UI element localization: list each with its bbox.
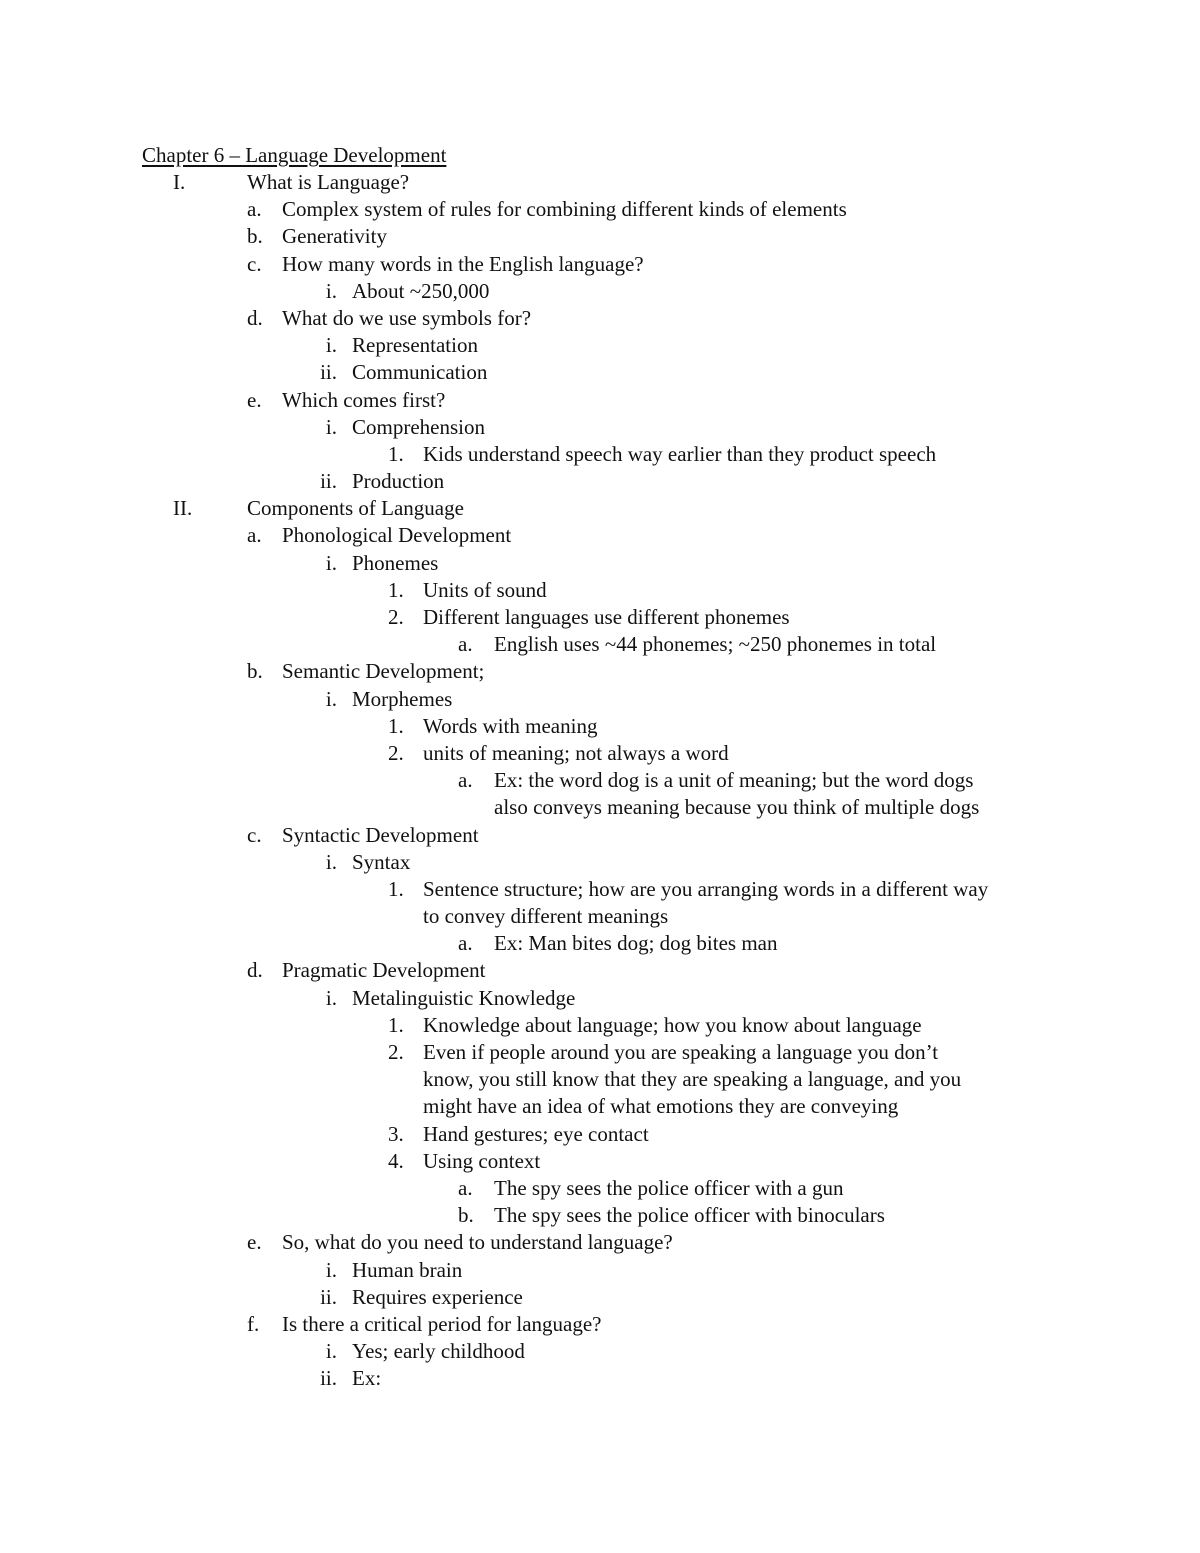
outline-text: Yes; early childhood: [352, 1339, 525, 1364]
outline-item-level-3: [0, 1284, 1200, 1311]
outline-item-level-4: [0, 876, 1200, 903]
outline-text: Ex:: [352, 1366, 382, 1391]
outline-text: Metalinguistic Knowledge: [352, 985, 576, 1010]
outline-marker: a.: [458, 632, 473, 657]
outline-text: How many words in the English language?: [282, 251, 644, 276]
outline-text: Communication: [352, 360, 488, 385]
outline-marker: i.: [325, 849, 337, 874]
outline-item-level-2: [0, 223, 1200, 250]
outline-item-level-3: [0, 1257, 1200, 1284]
outline-text: Pragmatic Development: [282, 958, 486, 983]
outline-list: [0, 169, 1200, 1392]
outline-text: The spy sees the police officer with a gun: [494, 1175, 844, 1200]
outline-item-level-4: [0, 740, 1200, 767]
outline-text: Comprehension: [352, 414, 485, 439]
outline-marker: ii.: [320, 1366, 337, 1391]
outline-item-level-5: [0, 1202, 1200, 1229]
outline-text: Knowledge about language; how you know about language: [423, 1012, 922, 1037]
outline-item-level-4: [0, 1093, 1200, 1120]
outline-text: Generativity: [282, 224, 387, 249]
outline-marker: i.: [325, 686, 337, 711]
outline-marker: 1.: [388, 441, 404, 466]
outline-item-level-2: [0, 305, 1200, 332]
outline-item-level-2: [0, 822, 1200, 849]
outline-marker: i.: [325, 278, 337, 303]
outline-item-level-2: [0, 957, 1200, 984]
outline-text: Ex: the word dog is a unit of meaning; but the word dogs: [494, 768, 974, 793]
outline-item-level-4: [0, 903, 1200, 930]
outline-item-level-2: [0, 196, 1200, 223]
outline-text: Ex: Man bites dog; dog bites man: [494, 931, 778, 956]
outline-item-level-4: [0, 577, 1200, 604]
outline-marker: d.: [247, 305, 263, 330]
outline-text: English uses ~44 phonemes; ~250 phonemes in total: [494, 632, 937, 657]
outline-item-level-5: [0, 930, 1200, 957]
outline-marker: ii.: [320, 360, 337, 385]
outline-marker: 2.: [388, 740, 404, 765]
outline-marker: i.: [325, 985, 337, 1010]
outline-item-level-4: [0, 1066, 1200, 1093]
outline-marker: i.: [325, 333, 337, 358]
outline-item-level-4: [0, 1012, 1200, 1039]
outline-item-level-3: [0, 1338, 1200, 1365]
outline-text: Human brain: [352, 1257, 463, 1282]
outline-item-level-2: [0, 658, 1200, 685]
outline-marker: i.: [325, 1339, 337, 1364]
outline-item-level-4: [0, 1121, 1200, 1148]
outline-item-level-2: [0, 522, 1200, 549]
outline-item-level-3: [0, 985, 1200, 1012]
outline-text: Even if people around you are speaking a language you don’t: [423, 1040, 939, 1064]
outline-text: Syntactic Development: [282, 822, 479, 847]
outline-item-level-5: [0, 767, 1200, 794]
outline-item-level-5: [0, 794, 1200, 821]
outline-marker: e.: [247, 1230, 262, 1255]
outline-marker: i.: [325, 1257, 337, 1282]
outline-item-level-3: [0, 278, 1200, 305]
outline-marker: 1.: [388, 876, 404, 901]
outline-marker: b.: [458, 1203, 474, 1228]
outline-text: Complex system of rules for combining different kinds of elements: [282, 197, 847, 222]
outline: [0, 142, 1200, 1392]
outline-item-level-3: [0, 414, 1200, 441]
outline-marker: a.: [247, 523, 262, 548]
outline-text: Syntax: [352, 849, 411, 874]
outline-item-level-2: [0, 387, 1200, 414]
outline-marker: a.: [458, 768, 473, 793]
outline-text: Production: [352, 469, 445, 494]
outline-text: Components of Language: [247, 496, 464, 521]
outline-marker: a.: [458, 1175, 473, 1200]
outline-text: Units of sound: [423, 577, 547, 602]
outline-text: Different languages use different phonemes: [423, 605, 790, 629]
outline-item-level-2: [0, 1311, 1200, 1338]
outline-item-level-3: [0, 550, 1200, 577]
outline-text: also conveys meaning because you think of multiple dogs: [494, 795, 980, 820]
outline-marker: 2.: [388, 605, 404, 629]
outline-text: know, you still know that they are speaking a language, and you: [423, 1067, 962, 1092]
outline-marker: 2.: [388, 1040, 404, 1064]
outline-text: About ~250,000: [352, 278, 490, 303]
outline-item-level-3: [0, 686, 1200, 713]
outline-marker: 3.: [388, 1121, 404, 1146]
outline-text: Sentence structure; how are you arranging words in a different way: [423, 876, 989, 901]
outline-marker: ii.: [320, 469, 337, 494]
outline-text: Morphemes: [352, 686, 453, 711]
outline-marker: 1.: [388, 1012, 404, 1037]
outline-marker: ii.: [320, 1284, 337, 1309]
outline-text: Which comes first?: [282, 387, 446, 412]
outline-text: Kids understand speech way earlier than they product speech: [423, 441, 937, 466]
outline-item-level-5: [0, 631, 1200, 658]
outline-item-level-2: [0, 251, 1200, 278]
outline-item-level-1: [0, 169, 1200, 196]
outline-text: Semantic Development;: [282, 659, 485, 684]
outline-marker: e.: [247, 387, 262, 412]
outline-marker: b.: [247, 224, 263, 249]
outline-marker: a.: [458, 931, 473, 956]
outline-item-level-3: [0, 359, 1200, 386]
outline-text: Phonological Development: [282, 523, 512, 548]
outline-marker: II.: [173, 496, 193, 521]
outline-marker: c.: [247, 822, 262, 847]
outline-text: Phonemes: [352, 550, 439, 575]
outline-text: The spy sees the police officer with binoculars: [494, 1203, 885, 1228]
outline-text: What is Language?: [247, 170, 410, 194]
document-title: Chapter 6 – Language Development: [142, 143, 447, 167]
outline-item-level-3: [0, 468, 1200, 495]
outline-item-level-4: [0, 713, 1200, 740]
outline-text: Hand gestures; eye contact: [423, 1121, 649, 1146]
outline-text: Words with meaning: [423, 713, 598, 738]
outline-marker: 1.: [388, 577, 404, 602]
outline-marker: 4.: [388, 1148, 404, 1173]
outline-text: Representation: [352, 333, 478, 358]
outline-marker: b.: [247, 659, 263, 684]
outline-item-level-4: [0, 1148, 1200, 1175]
outline-item-level-4: [0, 1039, 1200, 1066]
outline-item-level-4: [0, 604, 1200, 631]
outline-marker: I.: [173, 170, 186, 194]
outline-marker: i.: [325, 550, 337, 575]
outline-marker: c.: [247, 251, 262, 276]
outline-item-level-3: [0, 1365, 1200, 1392]
outline-item-level-3: [0, 332, 1200, 359]
outline-text: Using context: [423, 1148, 541, 1173]
outline-text: Requires experience: [352, 1284, 523, 1309]
outline-marker: 1.: [388, 713, 404, 738]
outline-item-level-4: [0, 441, 1200, 468]
outline-item-level-1: [0, 495, 1200, 522]
outline-item-level-5: [0, 1175, 1200, 1202]
outline-text: units of meaning; not always a word: [423, 740, 729, 765]
outline-item-level-3: [0, 849, 1200, 876]
outline-marker: a.: [247, 197, 262, 222]
outline-marker: d.: [247, 958, 263, 983]
outline-marker: f.: [247, 1311, 260, 1336]
outline-text: might have an idea of what emotions they are conveying: [423, 1094, 899, 1119]
outline-text: to convey different meanings: [423, 904, 669, 929]
outline-text: What do we use symbols for?: [282, 305, 532, 330]
outline-text: So, what do you need to understand language?: [282, 1230, 673, 1255]
outline-text: Is there a critical period for language?: [282, 1311, 602, 1336]
outline-item-level-2: [0, 1229, 1200, 1256]
outline-marker: i.: [325, 414, 337, 439]
